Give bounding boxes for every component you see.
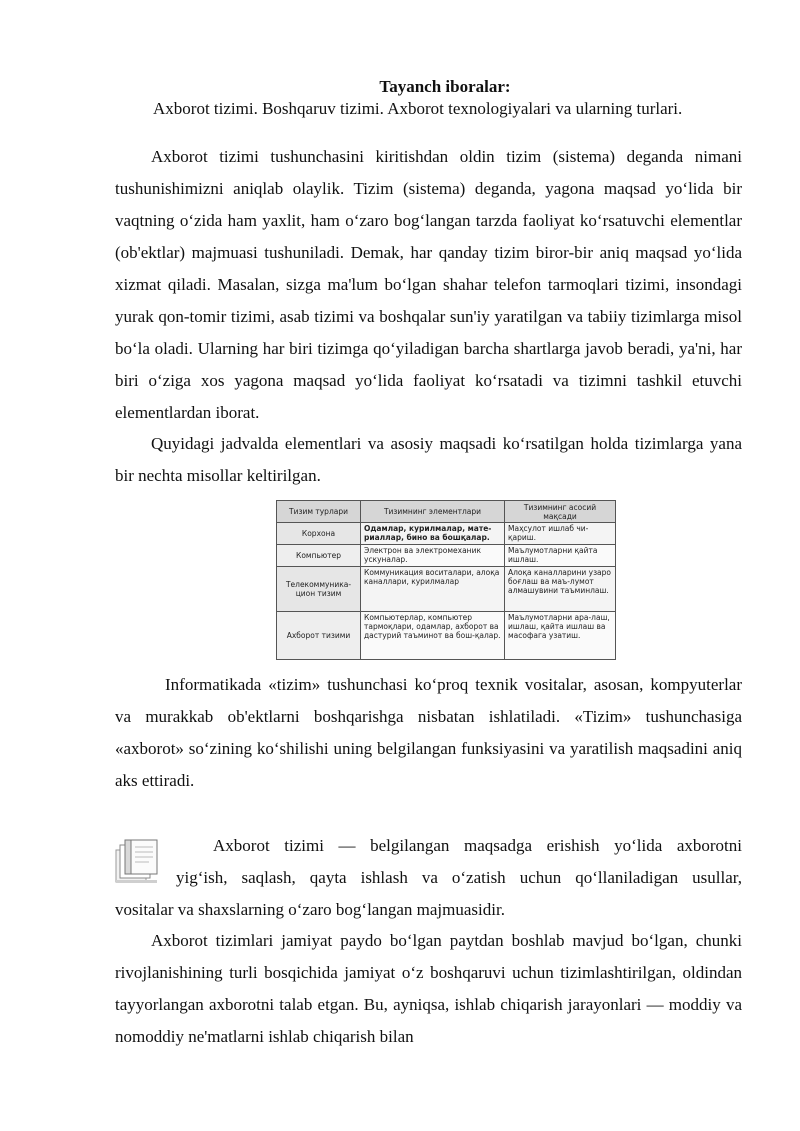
table-cell-name: Телекоммуника-цион тизим [277, 567, 361, 611]
table-cell-elements: Одамлар, курилмалар, мате-риаллар, бино ва бошқалар. [361, 523, 505, 545]
table-cell-goal: Маҳсулот ишлаб чи-қариш. [505, 523, 616, 545]
definition-text: vositalar va shaxslarning o‘zaro bog‘langan majmuasidir. [115, 900, 505, 919]
paragraph-history: Axborot tizimlari jamiyat paydo bo‘lgan paytdan boshlab mavjud bo‘lgan, chunki rivojlanishining turli bosqichida jamiyat o‘z boshqaruvi uchun tizimlashtirilgan, oldindan tayyorlangan axborotni talab etgan. Bu, ayniqsa, ishlab chiqarish jarayonlari — moddiy va nomoddiy ne'matlarni ishlab chiqarish bilan [115, 931, 742, 1046]
paragraph-system-definition: Axborot tizimi tushunchasini kiritishdan oldin tizim (sistema) deganda nimani tushunishimizni aniqlab olaylik. Tizim (sistema) deganda, yagona maqsad yo‘lida bir vaqtning o‘zida ham yaxlit, ham o‘zaro bog‘langan tarzda faoliyat ko‘rsatuvchi elementlar (ob'ektlar) majmuasi tushuniladi. Demak, har qanday tizim biror-bir aniq maqsad yo‘lida xizmat qiladi. Masalan, sizga ma'lum bo‘lgan shahar telefon tarmoqlari tizimi, insondagi yurak qon-tomir tizimi, asab tizimi va boshqalar sun'iy yaratilgan va tabiiy tizimlarga misol bo‘la oladi. Ularning har biri tizimga qo‘yiladigan barcha shartlarga javob beradi, ya'ni, har biri o‘ziga xos yagona maqsad yo‘lida faoliyat ko‘rsatadi va tizimni tashkil etuvchi elementlardan iborat. [115, 147, 742, 422]
table-row [277, 567, 616, 611]
table-cell-name: Ахборот тизими [277, 611, 361, 659]
table-cell-elements: Электрон ва электромеханик ускуналар. [361, 545, 505, 567]
table-cell-elements: Компьютерлар, компьютер тармоқлари, одамлар, ахборот ва дастурий таъминот ва бош-қалар. [361, 611, 505, 659]
definition-text: Axborot tizimi — belgilangan maqsadga erishish yo‘lida axborotni [213, 836, 742, 855]
keywords-line: Axborot tizimi. Boshqaruv tizimi. Axborot texnologiyalari va ularning turlari. [153, 99, 683, 118]
definition-line [213, 830, 742, 862]
table-cell-name: Корхона [277, 523, 361, 545]
table-cell-goal: Маълумотларни қайта ишлаш. [505, 545, 616, 567]
table-header-cell: Тизим турлари [277, 501, 361, 523]
paragraph-informatics: Informatikada «tizim» tushunchasi ko‘proq texnik vositalar, asosan, kompyuterlar va murakkab ob'ektlarni boshqarishga nisbatan ishlatiladi. «Tizim» tushunchasiga «axborot» so‘zining ko‘shilishi uning belgilangan funksiyasini va yaratilish maqsadini aniq aks ettiradi. [115, 675, 742, 790]
section-title: Tayanch iboralar: [379, 77, 511, 96]
definition-line [115, 894, 742, 926]
definition-line [176, 862, 742, 894]
table-cell-name: Компьютер [277, 545, 361, 567]
table-header-cell: Тизимнинг элементлари [361, 501, 505, 523]
table-cell-elements: Коммуникация воситалари, алоқа каналлари, курилмалар [361, 567, 505, 611]
book-icon [113, 836, 163, 886]
table-row [277, 611, 616, 659]
paragraph-table-intro: Quyidagi jadvalda elementlari va asosiy maqsadi ko‘rsatilgan holda tizimlarga yana bir nechta misollar keltirilgan. [115, 434, 742, 485]
table-header-cell: Тизимнинг асосий мақсади [505, 501, 616, 523]
table-row [277, 545, 616, 567]
table-row [277, 523, 616, 545]
table-header-row [277, 501, 616, 523]
definition-text: yig‘ish, saqlash, qayta ishlash va o‘zatish uchun qo‘llaniladigan usullar, [176, 868, 742, 887]
table-cell-goal: Алоқа каналларини узаро боғлаш ва маъ-лумот алмашувини таъминлаш. [505, 567, 616, 611]
systems-table [276, 500, 616, 660]
table-cell-goal: Маълумотларни ара-лаш, ишлаш, қайта ишлаш ва масофага узатиш. [505, 611, 616, 659]
